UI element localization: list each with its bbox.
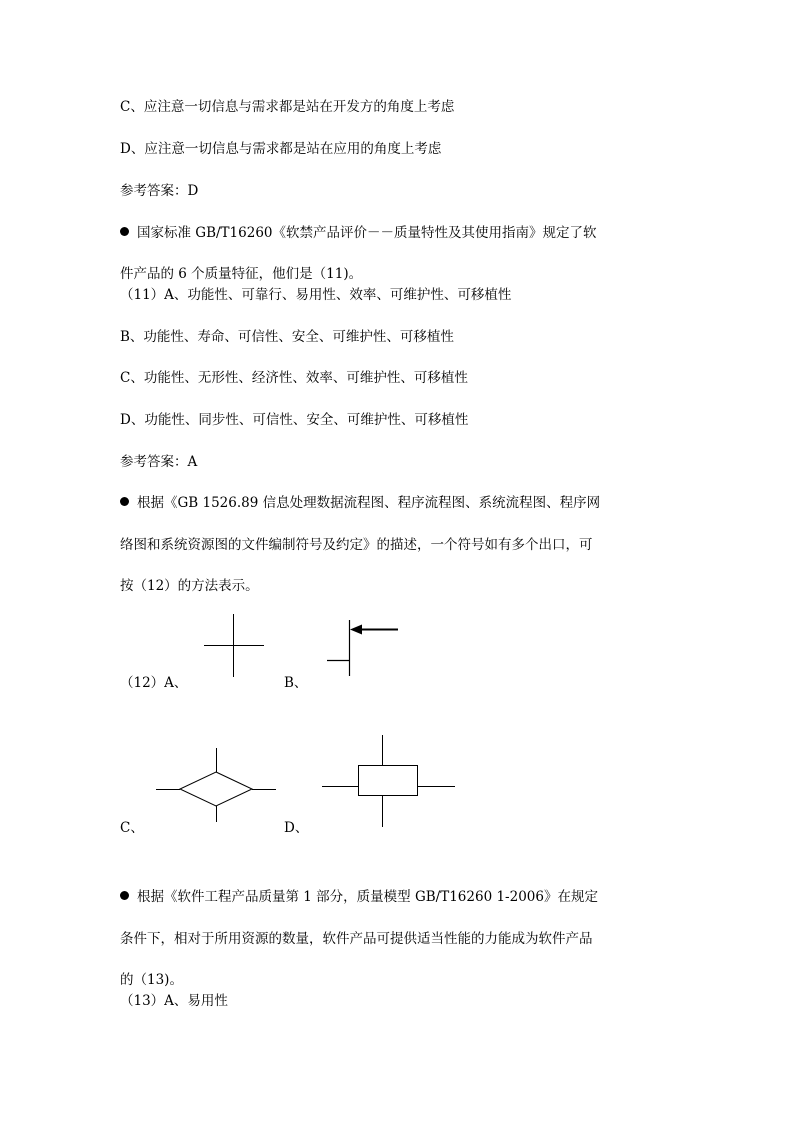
question-11-text-1: 国家标准 GB/T16260《软禁产品评价－－质量特性及其使用指南》规定了软 [137, 225, 597, 241]
question-11-option-c: C、功能性、无形性、经济性、效率、可维护性、可移植性 [120, 370, 468, 386]
question-13-text-1: 根据《软件工程产品质量第 1 部分，质量模型 GB/T16260 1-2006》在规定 [137, 889, 598, 905]
question-12-option-a-label: （12）A、 [120, 675, 188, 691]
symbol-a-cross [204, 614, 264, 677]
question-12-option-b-label: B、 [284, 675, 308, 691]
answer-11: 参考答案：A [120, 454, 198, 470]
symbol-d-rectangle [322, 735, 455, 827]
question-12-line-3: 按（12）的方法表示。 [120, 578, 259, 594]
question-13-line-2: 条件下，相对于所用资源的数量，软件产品可提供适当性能的力能成为软件产品 [120, 931, 593, 947]
answer-previous: 参考答案：D [120, 183, 199, 199]
question-12-option-c-label: C、 [120, 820, 144, 836]
option-d-previous: D、应注意一切信息与需求都是站在应用的角度上考虑 [120, 141, 442, 157]
question-13-line-1 [120, 889, 598, 905]
question-13-line-3: 的（13)。 [120, 972, 183, 988]
question-12-line-2: 络图和系统资源图的文件编制符号及约定》的描述，一个符号如有多个出口，可 [120, 537, 593, 553]
question-12-text-1: 根据《GB 1526.89 信息处理数据流程图、程序流程图、系统流程图、程序网 [137, 495, 601, 511]
option-c-previous: C、应注意一切信息与需求都是站在开发方的角度上考虑 [120, 99, 455, 115]
question-13-option-a: （13）A、易用性 [120, 993, 228, 1009]
symbol-c-diamond [156, 748, 276, 822]
arrow-head-icon [350, 625, 362, 635]
bullet-icon [120, 891, 129, 900]
question-12-option-d-label: D、 [284, 820, 309, 836]
question-11-option-b: B、功能性、寿命、可信性、安全、可维护性、可移植性 [120, 329, 454, 345]
question-11-option-d: D、功能性、同步性、可信性、安全、可维护性、可移植性 [120, 412, 469, 428]
question-11-option-a: （11）A、功能性、可靠行、易用性、效率、可维护性、可移植性 [120, 287, 512, 303]
symbol-b-arrow-bracket [327, 620, 398, 676]
question-11-line-2: 件产品的 6 个质量特征，他们是（11)。 [120, 266, 363, 282]
